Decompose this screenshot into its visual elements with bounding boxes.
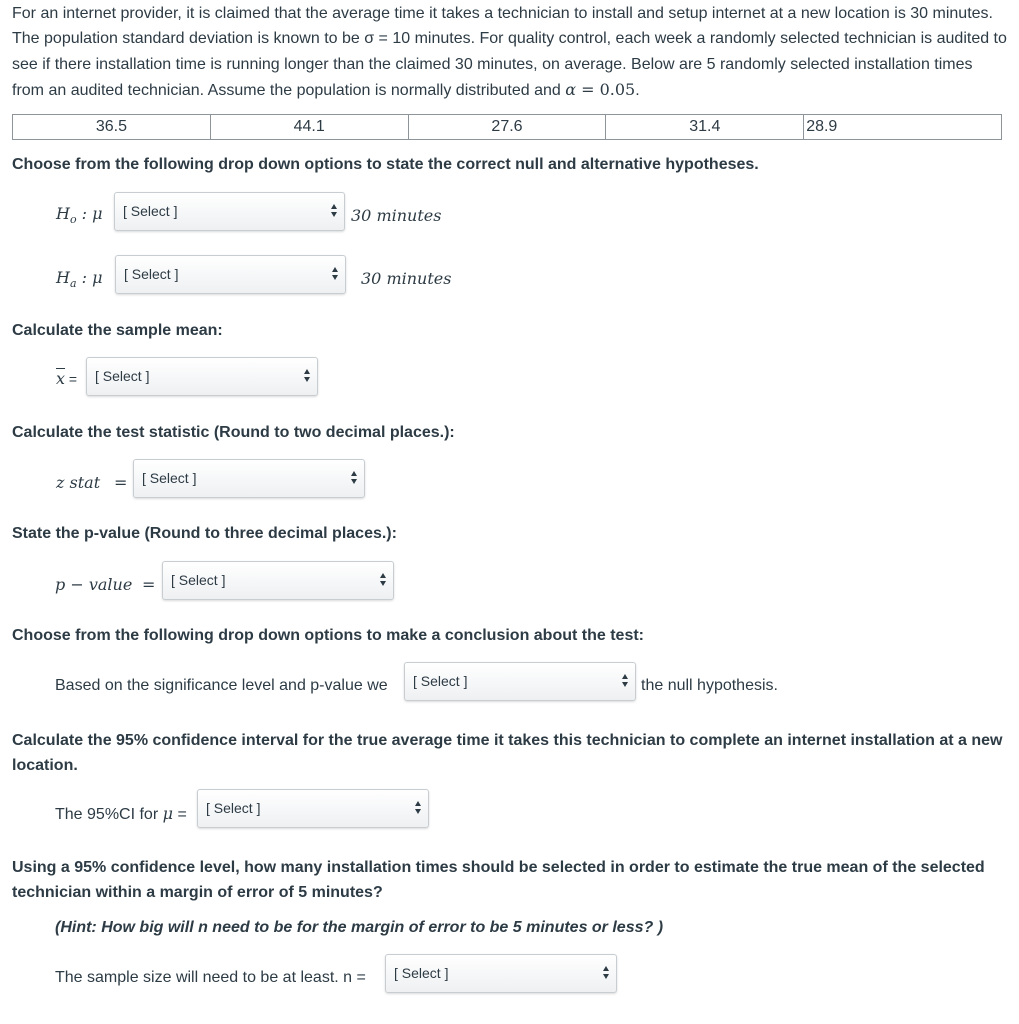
conclusion-select[interactable]: [404, 662, 636, 701]
hypotheses-heading: Choose from the following drop down options to state the correct null and alternative hypotheses.: [12, 156, 759, 173]
time-cell-5: 28.9: [804, 115, 1002, 140]
problem-statement: [12, 1, 1007, 103]
ha-subscript: a: [69, 277, 77, 291]
ha-mu: : μ: [76, 268, 103, 287]
alpha-value: 0.05: [599, 79, 636, 99]
time-cell-3: 27.6: [408, 115, 606, 140]
xbar-symbol: $\overline{x}$: [56, 369, 66, 388]
intro-text-2: minutes. For quality control, each week a randomly selected technician is audited to see if there installation time is running longer than the claimed 30 minutes, on average. Below are 5 randomly selected installation times from an audited technician. Assume the population is normally distributed and: [12, 30, 1007, 99]
z-stat-label: z stat: [56, 473, 101, 492]
select-placeholder: [ Select ]: [394, 965, 449, 981]
ci-equals: =: [173, 806, 187, 823]
z-stat-select[interactable]: [133, 459, 365, 498]
sigma-expression: σ = 10: [364, 30, 411, 48]
p-value-label: p − value: [55, 575, 133, 594]
confidence-interval-heading: Calculate the 95% confidence interval for the true average time it takes this technician to complete an internet installation at a new location.: [12, 732, 1003, 774]
alt-hypothesis-select[interactable]: [115, 255, 346, 294]
conclusion-heading: Choose from the following drop down options to make a conclusion about the test:: [12, 627, 644, 644]
select-placeholder: [ Select ]: [206, 800, 261, 816]
select-placeholder: [ Select ]: [95, 368, 150, 384]
ha-symbol: H: [56, 268, 70, 287]
time-cell-2: 44.1: [210, 115, 408, 140]
ci-label-text: The 95%CI for: [55, 806, 163, 823]
installation-times-table: [12, 114, 1002, 140]
null-hypothesis-select[interactable]: [114, 192, 345, 231]
select-placeholder: [ Select ]: [124, 266, 179, 282]
sample-size-heading: Using a 95% confidence level, how many installation times should be selected in order to estimate the true mean of the selected technician within a margin of error of 5 minutes?: [12, 859, 985, 901]
z-stat-equals: =: [114, 473, 128, 492]
conclusion-prefix: Based on the significance level and p-value we: [55, 677, 388, 694]
sample-mean-heading: Calculate the sample mean:: [12, 322, 223, 339]
null-hypothesis-label: [56, 204, 103, 226]
p-value-equals: =: [142, 575, 156, 594]
null-hypothesis-value: 30 minutes: [351, 206, 442, 225]
sample-size-hint: (Hint: How big will n need to be for the margin of error to be 5 minutes or less? ): [55, 919, 664, 936]
time-cell-1: 36.5: [13, 115, 211, 140]
h0-mu: : μ: [76, 204, 103, 223]
select-placeholder: [ Select ]: [171, 572, 226, 588]
ci-label: [55, 804, 187, 824]
alt-hypothesis-value: 30 minutes: [361, 269, 452, 288]
sample-size-select[interactable]: [385, 954, 617, 993]
p-value-select[interactable]: [162, 561, 394, 600]
alpha-equals: =: [576, 79, 600, 99]
sample-mean-label: [56, 369, 77, 388]
alpha-symbol: α: [565, 79, 577, 99]
test-statistic-heading: Calculate the test statistic (Round to two decimal places.):: [12, 424, 455, 441]
alt-hypothesis-label: [56, 268, 102, 290]
ci-select[interactable]: [197, 789, 429, 828]
sample-mean-equals: =: [65, 371, 78, 387]
select-placeholder: [ Select ]: [123, 203, 178, 219]
time-cell-4: 31.4: [606, 115, 804, 140]
ci-mu-symbol: μ: [162, 804, 174, 823]
h0-subscript: o: [69, 213, 77, 227]
intro-text-1: For an internet provider, it is claimed that the average time it takes a technician to install and setup internet at a new location is 30 minutes. The population standard deviation is known to be: [12, 5, 993, 48]
select-placeholder: [ Select ]: [142, 470, 197, 486]
h0-symbol: H: [56, 204, 70, 223]
sample-size-label: The sample size will need to be at least. n =: [55, 969, 366, 986]
conclusion-suffix: the null hypothesis.: [641, 677, 778, 694]
table-row: [13, 115, 1002, 140]
intro-end: .: [635, 81, 640, 99]
select-placeholder: [ Select ]: [413, 673, 468, 689]
p-value-heading: State the p-value (Round to three decimal places.):: [12, 525, 397, 542]
sample-mean-select[interactable]: [86, 357, 318, 396]
